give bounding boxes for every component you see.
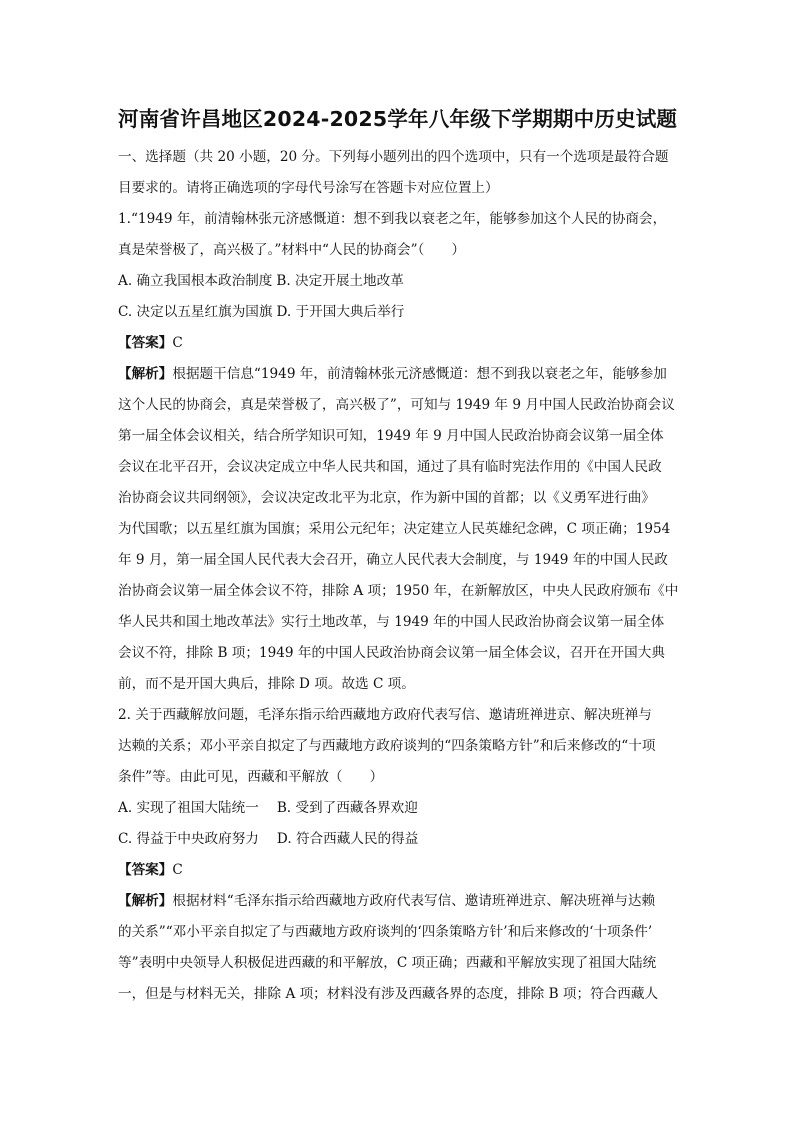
analysis-label: 【解析】 bbox=[118, 893, 173, 909]
q2-option-b: B. 受到了西藏各界欢迎 bbox=[276, 800, 418, 816]
question-1-analysis-line: 会议在北平召开，会议决定成立中华人民共和国，通过了具有临时宪法作用的《中国人民政 bbox=[118, 459, 662, 475]
answer-label: 【答案】 bbox=[118, 335, 173, 351]
question-2-analysis-line: 一，但是与材料无关，排除 A 项；材料没有涉及西藏各界的态度，排除 B 项；符合西藏人 bbox=[118, 986, 659, 1002]
page-title: 河南省许昌地区2024-2025学年八年级下学期期中历史试题 bbox=[118, 107, 678, 131]
question-2-stem-line: 2. 关于西藏解放问题，毛泽东指示给西藏地方政府代表写信、邀请班禅进京、解决班禅与 bbox=[118, 707, 652, 723]
question-2-stem-line: 条件”等。由此可见，西藏和平解放（ ） bbox=[118, 769, 384, 785]
q1-option-a: A. 确立我国根本政治制度 bbox=[118, 273, 273, 289]
question-1-analysis-line: 治协商会议第一届全体会议不符，排除 A 项；1950 年，在新解放区，中央人民政府颁布《中 bbox=[118, 583, 679, 599]
q2-option-d: D. 符合西藏人民的得益 bbox=[276, 831, 419, 847]
analysis-text: 根据题干信息“1949 年，前清翰林张元济感慨道：想不到我以衰老之年，能够参加 bbox=[172, 366, 667, 382]
question-2-analysis-line: 等”表明中央领导人积极促进西藏的和平解放，C 项正确；西藏和平解放实现了祖国大陆统 bbox=[118, 955, 657, 971]
question-1-analysis-line: 第一届全体会议相关，结合所学知识可知，1949 年 9 月中国人民政治协商会议第一届全体 bbox=[118, 428, 664, 444]
question-2-stem-line: 达赖的关系；邓小平亲自拟定了与西藏地方政府谈判的“四条策略方针”和后来修改的“十项 bbox=[118, 738, 656, 754]
question-1-analysis-line: 会议不符，排除 B 项；1949 年的中国人民政治协商会议第一届全体会议，召开在开国大典 bbox=[118, 645, 665, 661]
question-1-analysis-line: 年 9 月，第一届全国人民代表大会召开，确立人民代表大会制度，与 1949 年的中国人民政 bbox=[118, 552, 668, 568]
question-2-options-ab bbox=[118, 793, 676, 824]
question-1-stem-line: 1.“1949 年，前清翰林张元济感慨道：想不到我以衰老之年，能够参加这个人民的协商会， bbox=[118, 211, 667, 227]
question-1-options-cd bbox=[118, 297, 676, 328]
answer-value: C bbox=[172, 862, 183, 878]
question-1-analysis-line: 为代国歌；以五星红旗为国旗；采用公元纪年；决定建立人民英雄纪念碑，C 项正确；1954 bbox=[118, 521, 671, 537]
analysis-text: 根据材料“毛泽东指示给西藏地方政府代表写信、邀请班禅进京、解决班禅与达赖 bbox=[172, 893, 656, 909]
section-heading-line: 一、选择题（共 20 小题，20 分。下列每小题列出的四个选项中，只有一个选项是最符合题 bbox=[118, 149, 669, 165]
answer-label: 【答案】 bbox=[118, 862, 173, 878]
question-1-analysis-line: 华人民共和国土地改革法》实行土地改革，与 1949 年的中国人民政治协商会议第一届全体 bbox=[118, 614, 665, 630]
q2-option-c: C. 得益于中央政府努力 bbox=[118, 831, 259, 847]
question-1-analysis-line: 前，而不是开国大典后，排除 D 项。故选 C 项。 bbox=[118, 676, 415, 692]
question-1-analysis-line: 这个人民的协商会，真是荣誉极了，高兴极了”，可知与 1949 年 9 月中国人民政治协商会议 bbox=[118, 397, 675, 413]
question-2-analysis-line bbox=[118, 886, 676, 917]
question-1-answer bbox=[118, 328, 676, 359]
q1-option-d: D. 于开国大典后举行 bbox=[276, 304, 405, 320]
question-1-analysis-line bbox=[118, 359, 676, 390]
question-1-stem-line: 真是荣誉极了，高兴极了。”材料中“人民的协商会”（ ） bbox=[118, 242, 466, 258]
question-1-options-ab bbox=[118, 266, 676, 297]
q1-option-b: B. 决定开展土地改革 bbox=[276, 273, 404, 289]
question-2-analysis-line: 的关系”“邓小平亲自拟定了与西藏地方政府谈判的‘四条策略方针’和后来修改的‘十项条件’ bbox=[118, 924, 653, 940]
question-2-options-cd bbox=[118, 824, 676, 855]
q1-option-c: C. 决定以五星红旗为国旗 bbox=[118, 304, 273, 320]
analysis-label: 【解析】 bbox=[118, 366, 173, 382]
question-2-answer bbox=[118, 855, 676, 886]
question-1-analysis-line: 治协商会议共同纲领》，会议决定改北平为北京，作为新中国的首都；以《义勇军进行曲》 bbox=[118, 490, 655, 506]
answer-value: C bbox=[172, 335, 183, 351]
q2-option-a: A. 实现了祖国大陆统一 bbox=[118, 800, 259, 816]
section-heading-line: 目要求的。请将正确选项的字母代号涂写在答题卡对应位置上） bbox=[118, 180, 499, 196]
